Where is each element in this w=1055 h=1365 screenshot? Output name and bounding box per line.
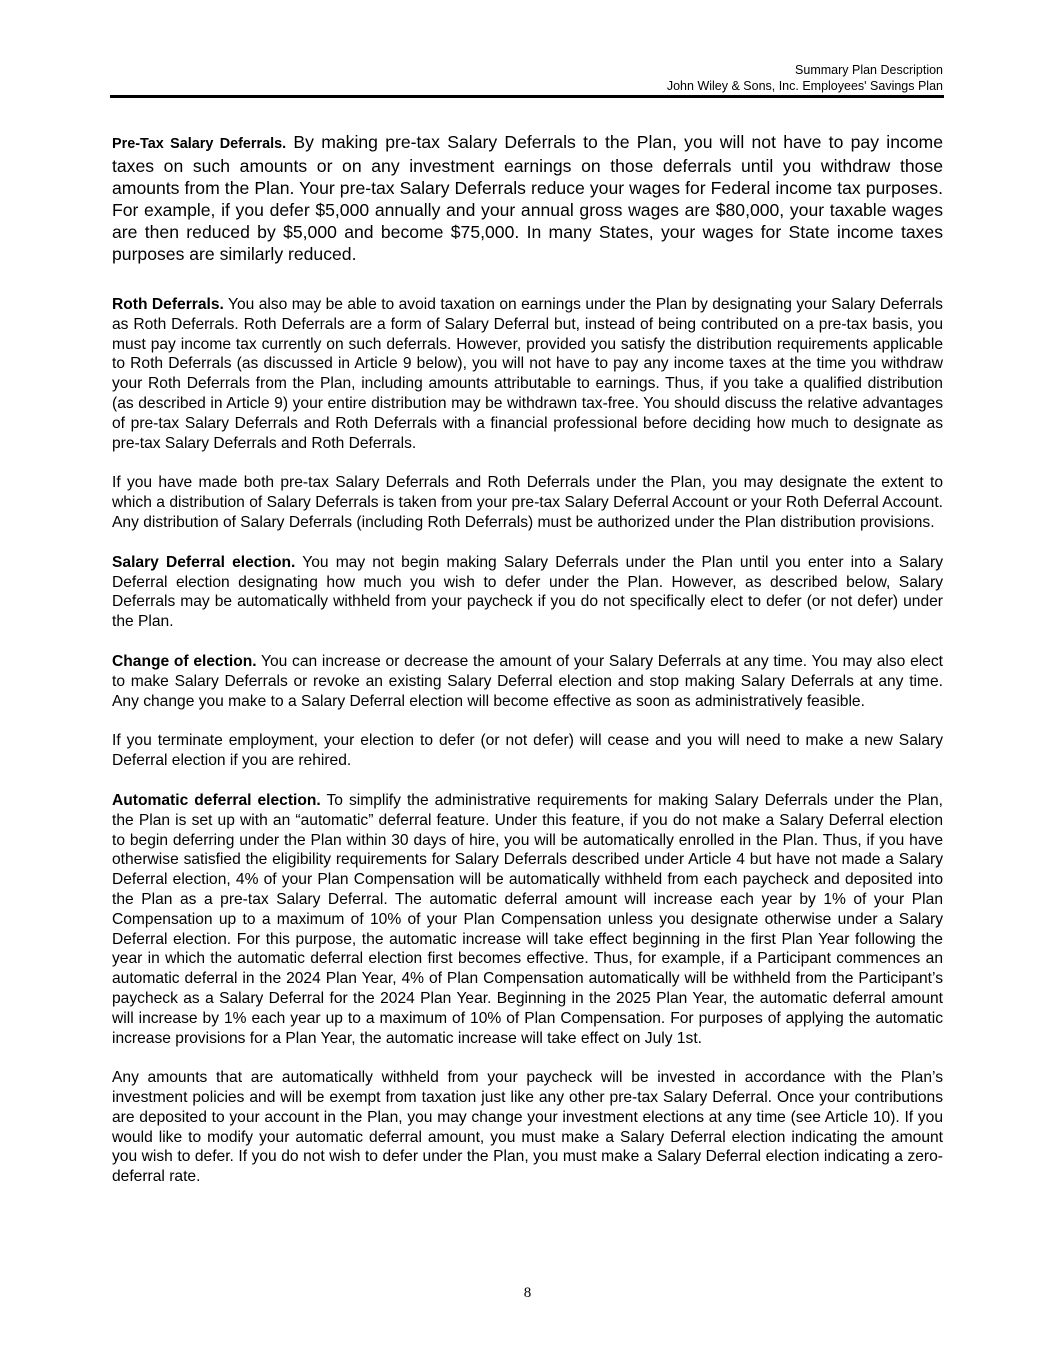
paragraph-text: You also may be able to avoid taxation on earnings under the Plan by designating your Salary Deferrals as Roth Deferrals. Roth Deferrals are a form of Salary Deferral but, instead of being contributed on a pre-tax basis, you must pay income tax currently on such deferrals. However, provided you satisfy the distribution requirements applicable to Roth Deferrals (as discussed in Article 9 below), you will not have to pay any income taxes at the time you withdraw your Roth Deferrals from the Plan, including amounts attributable to earnings. Thus, if you take a qualified distribution (as described in Article 9) your entire distribution may be withdrawn tax-free. You should discuss the relative advantages of pre-tax Salary Deferrals and Roth Deferrals with a financial professional before deciding how much to designate as pre-tax Salary Deferrals and Roth Deferrals.	[112, 296, 943, 452]
header-document-title: Summary Plan Description	[795, 63, 943, 77]
section-heading: Change of election.	[112, 652, 257, 670]
paragraph-automatic-deferral-election	[112, 791, 943, 1048]
page-number: 8	[523, 1285, 532, 1301]
paragraph-text: You may not begin making Salary Deferrals under the Plan until you enter into a Salary Deferral election designating how much you wish to defer under the Plan. However, as described below, Salary Deferrals may be automatically withheld from your paycheck if you do not specifically elect to defer (or not defer) under the Plan.	[112, 553, 943, 631]
running-header	[110, 62, 943, 94]
header-plan-name: John Wiley & Sons, Inc. Employees' Savings Plan	[666, 79, 943, 93]
document-body	[112, 131, 943, 1187]
paragraph-distribution-designation: If you have made both pre-tax Salary Deferrals and Roth Deferrals under the Plan, you may designate the extent to which a distribution of Salary Deferrals is taken from your pre-tax Salary Deferral Account or your Roth Deferral Account. Any distribution of Salary Deferrals (including Roth Deferrals) must be authorized under the Plan distribution provisions.	[112, 474, 943, 531]
header-rule	[110, 95, 944, 98]
paragraph-text: To simplify the administrative requirements for making Salary Deferrals under the Plan, the Plan is set up with an “automatic” deferral feature. Under this feature, if you do not make a Salary Deferral election to begin deferring under the Plan within 30 days of hire, you will be automatically enrolled in the Plan. Thus, if you have otherwise satisfied the eligibility requirements for Salary Deferrals described under Article 4 but have not made a Salary Deferral election, 4% of your Plan Compensation will be automatically withheld from each paycheck and deposited into the Plan as a pre-tax Salary Deferral. The automatic deferral amount will increase each year by 1% of your Plan Compensation up to a maximum of 10% of your Plan Compensation unless you designate otherwise under a Salary Deferral election. For this purpose, the automatic increase will take effect beginning in the first Plan Year following the year in which the automatic deferral election first becomes effective. Thus, for example, if a Participant commences an automatic deferral in the 2024 Plan Year, 4% of Plan Compensation automatically will be withheld from the Participant’s paycheck as a Salary Deferral for the 2024 Plan Year. Beginning in the 2025 Plan Year, the automatic deferral amount will increase by 1% each year up to a maximum of 10% of Plan Compensation. For purposes of applying the automatic increase provisions for a Plan Year, the automatic increase will take effect on July 1st.	[112, 791, 943, 1047]
paragraph-salary-deferral-election	[112, 553, 943, 632]
paragraph-automatic-withholding-investment: Any amounts that are automatically withheld from your paycheck will be invested in accordance with the Plan’s investment policies and will be exempt from taxation just like any other pre-tax Salary Deferral. Once your contributions are deposited to your account in the Plan, you may change your investment elections at any time (see Article 10). If you would like to modify your automatic deferral amount, you must make a Salary Deferral election indicating the amount you wish to defer. If you do not wish to defer under the Plan, you must make a Salary Deferral election indicating a zero-deferral rate.	[112, 1069, 943, 1186]
paragraph-change-of-election	[112, 652, 943, 711]
paragraph-roth-deferrals	[112, 295, 943, 453]
paragraph-text: You can increase or decrease the amount of your Salary Deferrals at any time. You may also elect to make Salary Deferrals or revoke an existing Salary Deferral election and stop making Salary Deferrals at any time. Any change you make to a Salary Deferral election will become effective as soon as administratively feasible.	[112, 652, 944, 710]
section-heading: Automatic deferral election.	[112, 791, 321, 809]
section-heading: Salary Deferral election.	[112, 553, 296, 571]
paragraph-termination: If you terminate employment, your election to defer (or not defer) will cease and you will need to make a new Salary Deferral election if you are rehired.	[112, 732, 943, 770]
section-heading: Roth Deferrals.	[112, 296, 224, 313]
paragraph-text: By making pre-tax Salary Deferrals to the Plan, you will not have to pay income taxes on such amounts or on any investment earnings on those deferrals until you withdraw those amounts from the Plan. Your pre-tax Salary Deferrals reduce your wages for Federal income tax purposes. For example, if you defer $5,000 annually and your annual gross wages are $80,000, your taxable wages are then reduced by $5,000 and become $75,000. In many States, your wages for State income taxes purposes are similarly reduced.	[112, 132, 944, 264]
paragraph-pre-tax-salary-deferrals	[112, 131, 943, 265]
section-heading: Pre-Tax Salary Deferrals.	[112, 136, 287, 152]
